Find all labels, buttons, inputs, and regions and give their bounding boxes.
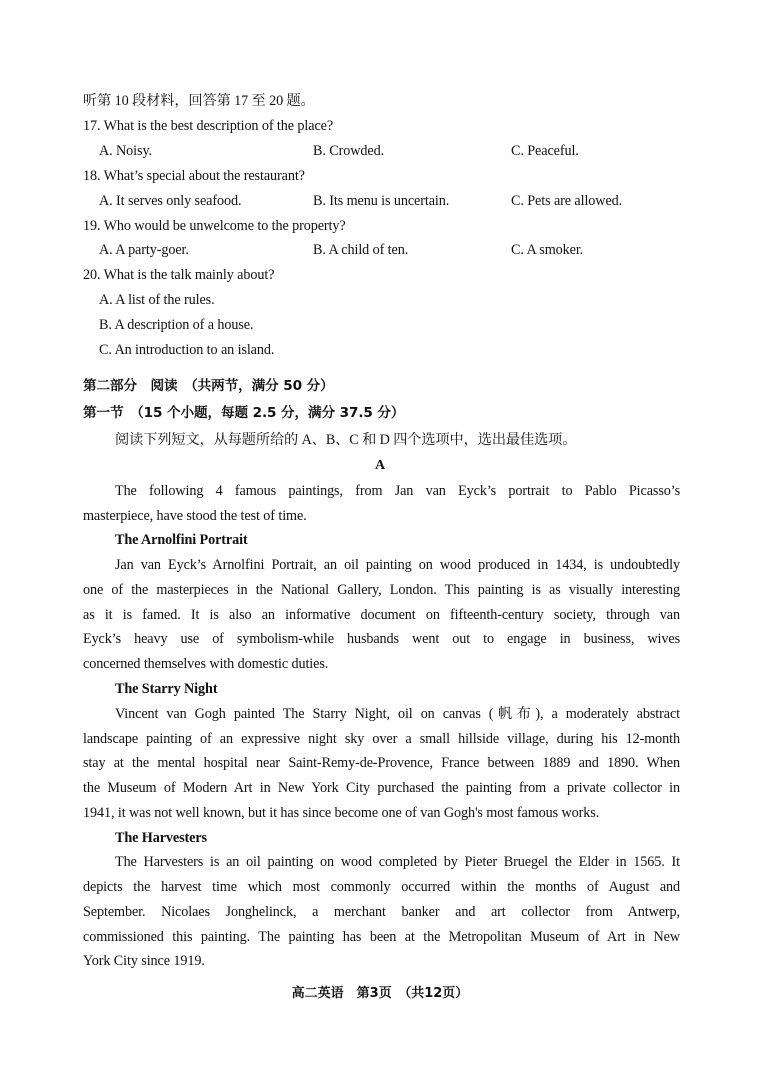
option-c: C. A smoker. bbox=[511, 242, 584, 258]
paragraph-line: York City since 1919. bbox=[83, 953, 205, 969]
option-a: A. A party-goer. bbox=[99, 242, 189, 258]
option-c: C. Peaceful. bbox=[511, 143, 579, 159]
option-c: C. Pets are allowed. bbox=[511, 193, 623, 209]
option-a: A. Noisy. bbox=[99, 143, 152, 159]
paragraph-line: 1941, it was not well known, but it has since become one of van Gogh's most famous works. bbox=[83, 805, 600, 821]
paragraph-line: Eyck’s heavy use of symbolism-while husbands went out to engage in business, wives bbox=[83, 631, 680, 647]
option-b: B. A child of ten. bbox=[313, 242, 409, 258]
passage-label: A bbox=[374, 458, 386, 473]
part-title: 第二部分 阅读 （共两节，满分 50 分） bbox=[83, 378, 334, 394]
option-a: A. A list of the rules. bbox=[99, 292, 215, 308]
listening-instruction: 听第 10 段材料，回答第 17 至 20 题。 bbox=[83, 93, 315, 109]
reading-instruction: 阅读下列短文，从每题所给的 A、B、C 和 D 四个选项中，选出最佳选项。 bbox=[115, 432, 577, 448]
paragraph-line: Jan van Eyck’s Arnolfini Portrait, an oil painting on wood produced in 1434, is undoubtedly bbox=[115, 557, 680, 573]
option-a: A. It serves only seafood. bbox=[99, 193, 242, 209]
option-b: B. A description of a house. bbox=[99, 317, 254, 333]
painting-title: The Starry Night bbox=[115, 681, 218, 697]
question-19-stem: 19. Who would be unwelcome to the property? bbox=[83, 218, 346, 234]
question-20-stem: 20. What is the talk mainly about? bbox=[83, 267, 275, 283]
option-c: C. An introduction to an island. bbox=[99, 342, 275, 358]
intro-line: masterpiece, have stood the test of time. bbox=[83, 508, 307, 524]
option-b: B. Its menu is uncertain. bbox=[313, 193, 450, 209]
question-18-stem: 18. What’s special about the restaurant? bbox=[83, 168, 305, 184]
paragraph-line: depicts the harvest time which most commonly occurred within the months of August and bbox=[83, 879, 680, 895]
painting-title: The Arnolfini Portrait bbox=[115, 532, 248, 548]
paragraph-line: landscape painting of an expressive night sky over a small hillside village, during his 12-month bbox=[83, 731, 680, 747]
paragraph-line: September. Nicolaes Jonghelinck, a merchant banker and art collector from Antwerp, bbox=[83, 904, 680, 920]
paragraph-line: the Museum of Modern Art in New York City purchased the painting from a private collector in bbox=[83, 780, 680, 796]
paragraph-line: The Harvesters is an oil painting on wood completed by Pieter Bruegel the Elder in 1565. It bbox=[115, 854, 680, 870]
paragraph-line: stay at the mental hospital near Saint-Remy-de-Provence, France between 1889 and 1890. When bbox=[83, 755, 680, 771]
question-17-stem: 17. What is the best description of the place? bbox=[83, 118, 334, 134]
painting-title: The Harvesters bbox=[115, 830, 207, 846]
page-footer: 高二英语 第3页 （共12页） bbox=[291, 986, 469, 1001]
paragraph-line: Vincent van Gogh painted The Starry Night, oil on canvas (帆布), a moderately abstract bbox=[115, 706, 680, 722]
intro-line: The following 4 famous paintings, from Jan van Eyck’s portrait to Pablo Picasso’s bbox=[115, 483, 680, 499]
paragraph-line: one of the masterpieces in the National Gallery, London. This painting is as visually interesting bbox=[83, 582, 680, 598]
section-title: 第一节 （15 个小题，每题 2.5 分，满分 37.5 分） bbox=[83, 405, 405, 421]
paragraph-line: commissioned this painting. The painting has been at the Metropolitan Museum of Art in New bbox=[83, 929, 680, 945]
paragraph-line: as it is famed. It is also an informative document on fifteenth-century society, through van bbox=[83, 607, 680, 623]
paragraph-line: concerned themselves with domestic duties. bbox=[83, 656, 329, 672]
option-b: B. Crowded. bbox=[313, 143, 385, 159]
